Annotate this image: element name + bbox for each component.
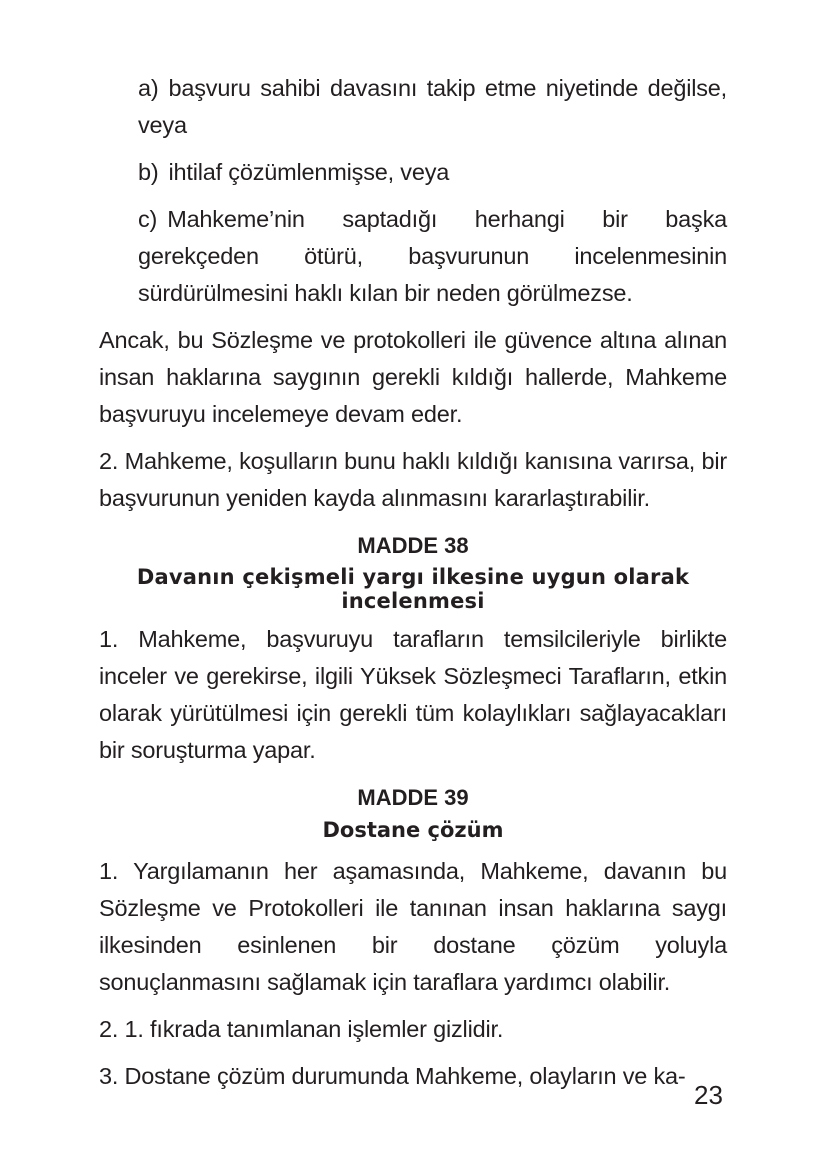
list-label: c) [138, 206, 158, 232]
page-number: 23 [694, 1080, 723, 1110]
list-text: ihtilaf çözümlenmişse, veya [168, 159, 450, 185]
list-item-c [99, 201, 727, 312]
list-text: Mahkeme’nin saptadığı herhangi bir başka gerekçeden ötürü, başvurunun incelenmesinin sürdürülmesini haklı kılan bir neden görülmezse. [138, 206, 727, 306]
list-item-a [99, 70, 727, 144]
paragraph-ancak: Ancak, bu Sözleşme ve protokolleri ile güvence altına alınan insan haklarına saygının gerekli kıldığı hallerde, Mahkeme başvuruyu incelemeye devam eder. [99, 327, 727, 427]
article-38-heading: MADDE 38 [357, 533, 469, 558]
article-39-paragraph-3: 3. Dostane çözüm durumunda Mahkeme, olayların ve ka- [99, 1063, 686, 1089]
list-label: b) [138, 159, 159, 185]
paragraph-2: 2. Mahkeme, koşulların bunu haklı kıldığı kanısına varırsa, bir başvurunun yeniden kayda alınmasını kararlaştırabilir. [99, 448, 727, 511]
page-content [99, 70, 727, 1105]
list-text: başvuru sahibi davasını takip etme niyetinde değilse, veya [138, 75, 727, 138]
article-39-heading: MADDE 39 [357, 785, 469, 810]
article-39-paragraph-2: 2. 1. fıkrada tanımlanan işlemler gizlidir. [99, 1016, 504, 1042]
article-39-paragraph-1: 1. Yargılamanın her aşamasında, Mahkeme, davanın bu Sözleşme ve Protokolleri ile tanınan insan haklarına saygı ilkesinden esinlenen bir dostane çözüm yoluyla sonuçlanmasını sağlamak için taraflara yardımcı olabilir. [99, 858, 727, 995]
article-38-title: Davanın çekişmeli yargı ilkesine uygun olarak incelenmesi [136, 565, 690, 613]
article-38-paragraph-1: 1. Mahkeme, başvuruyu tarafların temsilcileriyle birlikte inceler ve gerekirse, ilgili Yüksek Sözleşmeci Tarafların, etkin olarak yürütülmesi için gerekli tüm kolaylıkları sağlayacakları bir soruşturma yapar. [99, 626, 727, 763]
article-39-title: Dostane çözüm [322, 818, 504, 842]
list-label: a) [138, 75, 159, 101]
list-item-b [99, 154, 727, 191]
